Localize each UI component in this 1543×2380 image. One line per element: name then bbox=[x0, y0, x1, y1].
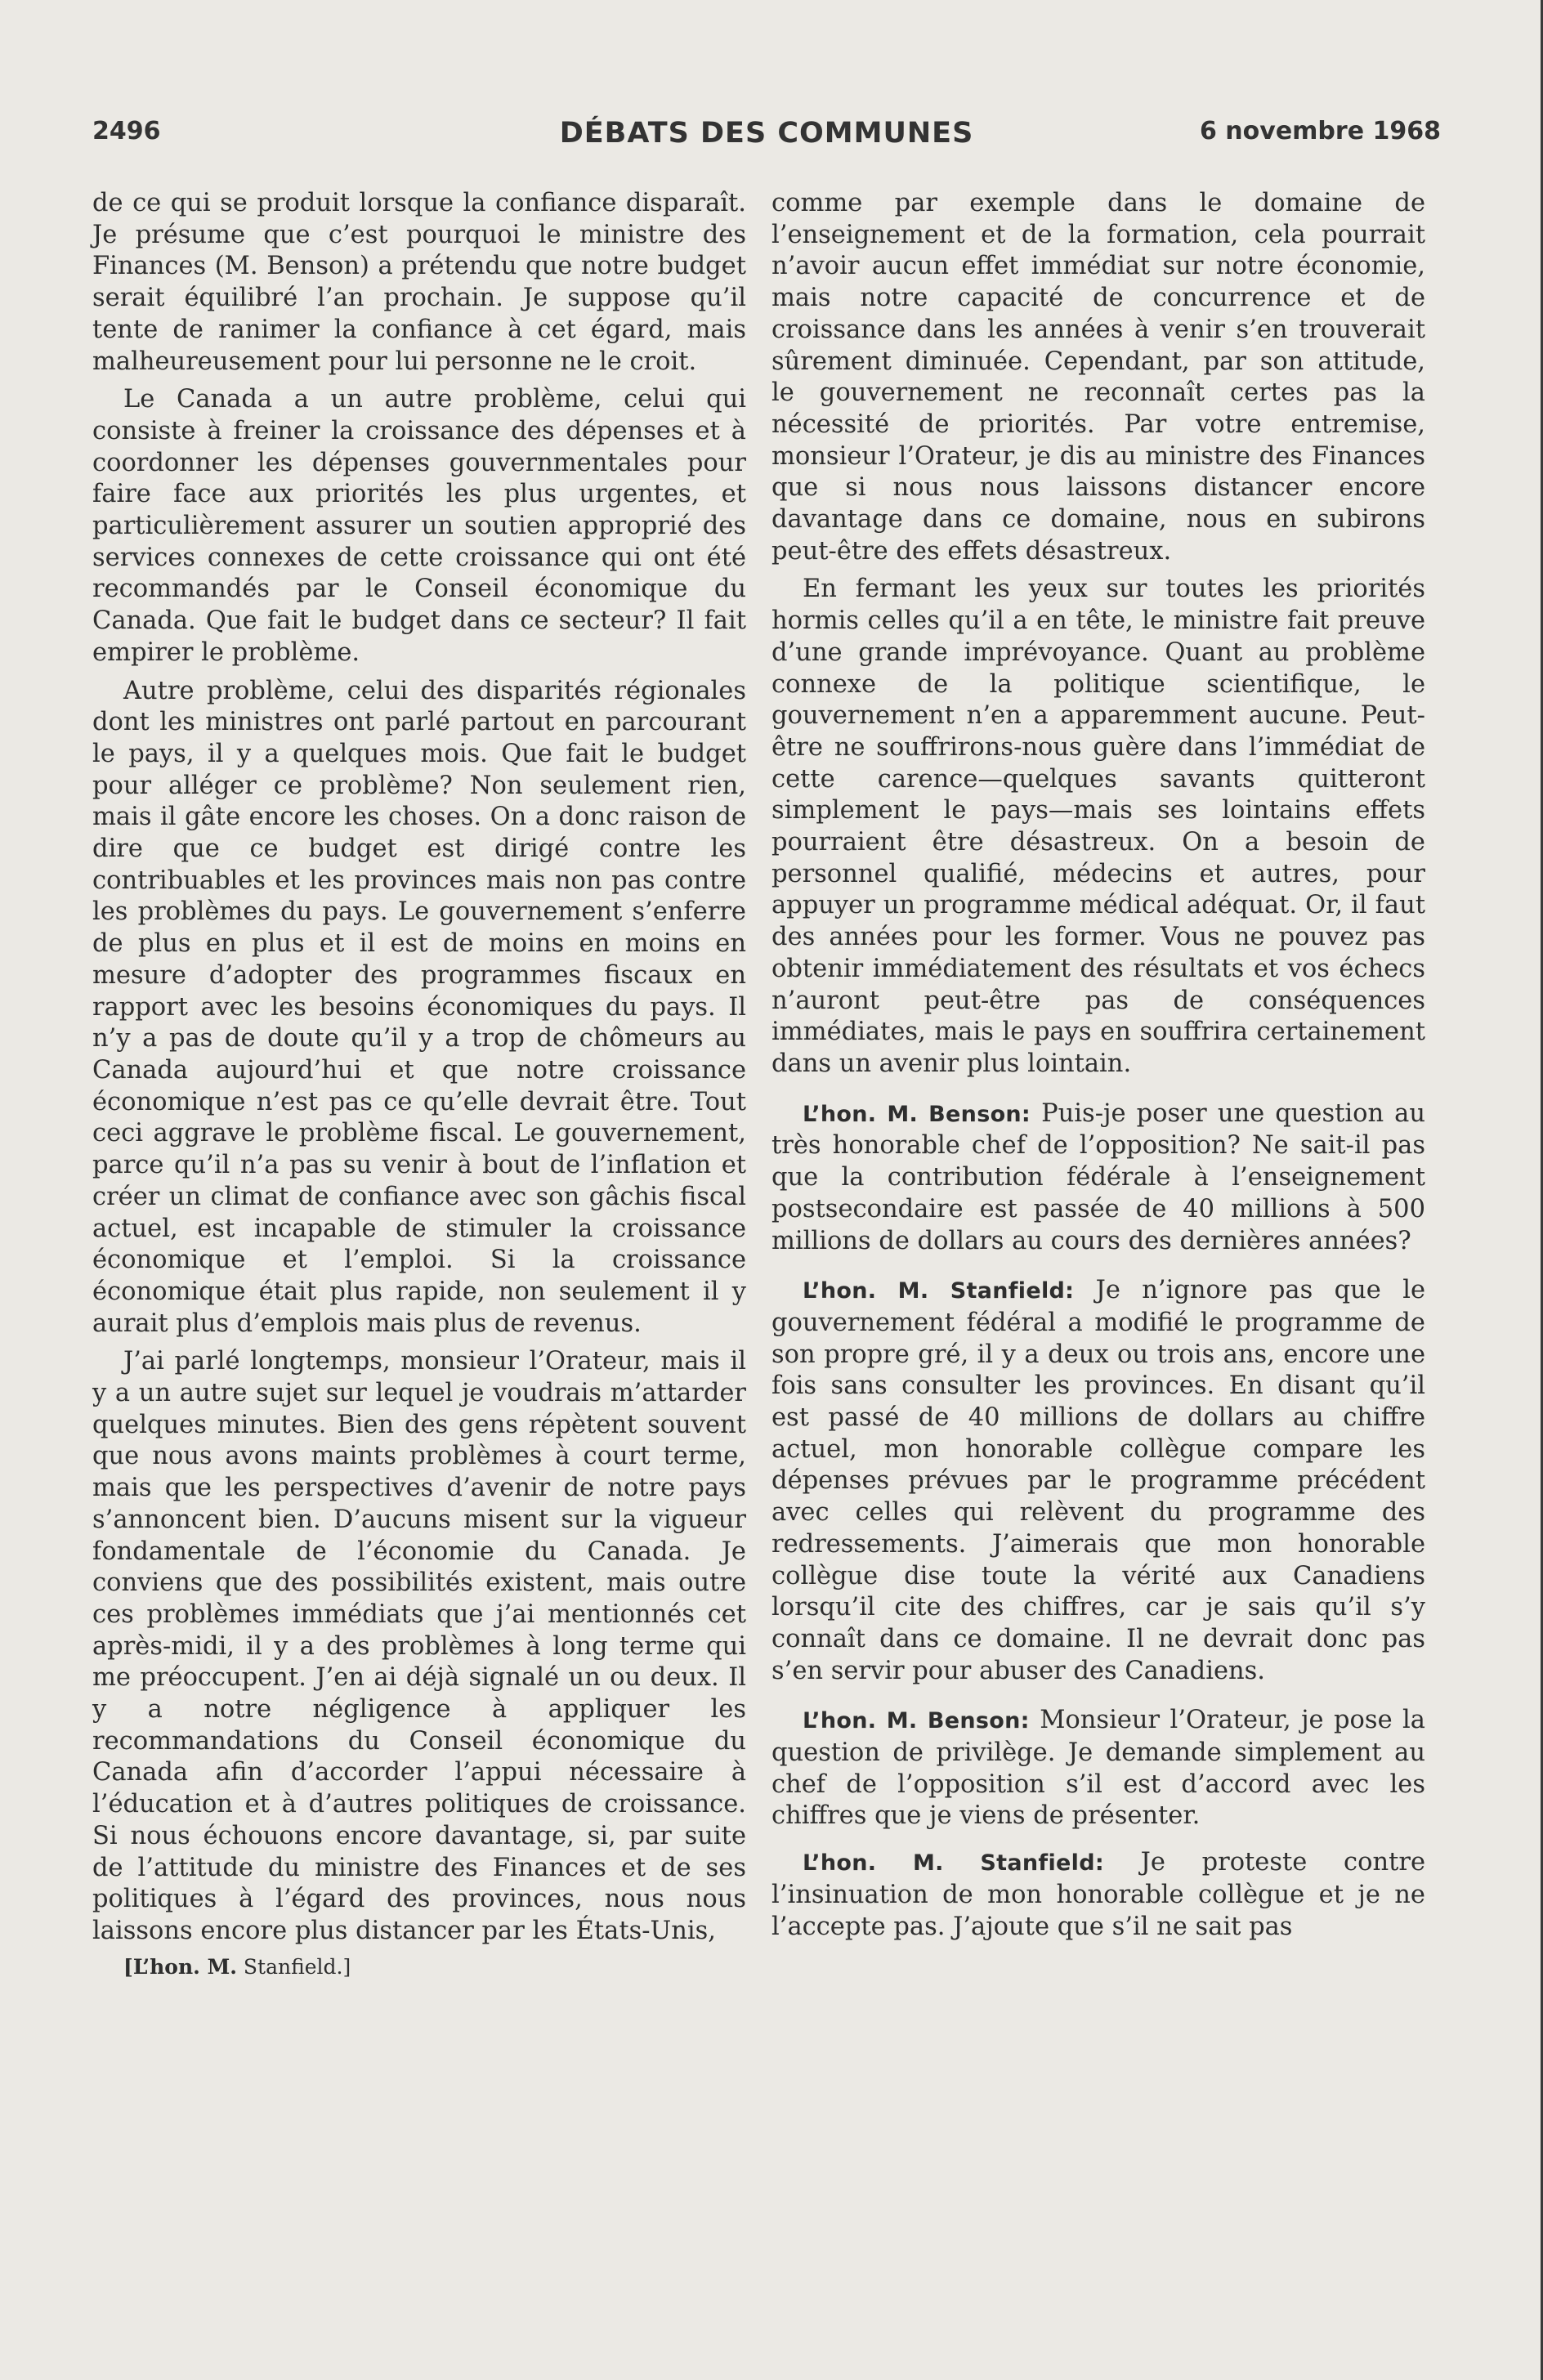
page-title: DÉBATS DES COMMUNES bbox=[559, 117, 974, 150]
paragraph: Autre problème, celui des disparités régionales dont les ministres ont parlé partout en parcourant le pays, il y a quelques mois. Que fait le budget pour alléger ce problème? Non seulement rien, mais il gâte encore les choses. On a donc raison de dire que ce budget est dirigé contre les contribuables et les provinces mais non pas contre les problèmes du pays. Le gouvernement s’enferre de plus en plus et il est de moins en moins en mesure d’adopter des programmes fiscaux en rapport avec les besoins économiques du pays. Il n’y a pas de doute qu’il y a trop de chômeurs au Canada aujourd’hui et que notre croissance économique n’est pas ce qu’elle devrait être. Tout ceci aggrave le problème fiscal. Le gouvernement, parce qu’il n’a pas su venir à bout de l’inflation et créer un climat de confiance avec son gâchis fiscal actuel, est incapable de stimuler la croissance économique et l’emploi. Si la croissance économique était plus rapide, non seulement il y aurait plus d’emplois mais plus de revenus. bbox=[92, 676, 746, 1338]
paragraph: En fermant les yeux sur toutes les priorités hormis celles qu’il a en tête, le ministre fait preuve d’une grande imprévoyance. Quant au problème connexe de la politique scientifique, le gouvernement n’en a apparemment aucune. Peut-être ne souffrirons-nous guère dans l’immédiat de cette carence—quelques savants quitteront simplement le pays—mais ses lointains effets pourraient être désastreux. On a besoin de personnel qualifié, médecins et autres, pour appuyer un programme médical adéquat. Or, il faut des années pour les former. Vous ne pouvez pas obtenir immédiatement des résultats et vos échecs n’auront peut-être pas de conséquences immédiates, mais le pays en souffrira certainement dans un avenir plus lointain. bbox=[772, 575, 1425, 1078]
speaker-name: L’hon. M. Benson: bbox=[803, 1101, 1031, 1127]
speaker-name: L’hon. M. Stanfield: bbox=[803, 1278, 1075, 1304]
speech-text: Monsieur l’Orateur, je pose la question de privilège. Je demande simplement au chef de l’opposition s’il est d’accord avec les chiffres que je viens de présenter. bbox=[772, 1706, 1425, 1831]
bracket-open: [ bbox=[123, 1954, 133, 1979]
speech bbox=[772, 1705, 1425, 1832]
speech bbox=[772, 1098, 1425, 1258]
paragraph: Le Canada a un autre problème, celui qui consiste à freiner la croissance des dépenses et à coordonner les dépenses gouvernmentales pour faire face aux priorités les plus urgentes, et particulièrement assurer un soutien approprié des services connexes de cette croissance qui ont été recommandés par le Conseil économique du Canada. Que fait le budget dans ce secteur? Il fait empirer le problème. bbox=[92, 385, 746, 667]
page-date: 6 novembre 1968 bbox=[1199, 117, 1441, 145]
right-column bbox=[772, 188, 1425, 1949]
page-header bbox=[92, 117, 1441, 163]
speech-text: Puis-je poser une question au très honorable chef de l’opposition? Ne sait-il pas que la contribution fédérale à l’enseignement postsecondaire est passée de 40 millions à 500 millions de dollars au cours des dernières années? bbox=[772, 1098, 1426, 1255]
paragraph: J’ai parlé longtemps, monsieur l’Orateur, mais il y a un autre sujet sur lequel je voudrais m’attarder quelques minutes. Bien des gens répètent souvent que nous avons maints problèmes à court terme, mais que les perspectives d’avenir de notre pays s’annoncent bien. D’aucuns misent sur la vigueur fondamentale de l’économie du Canada. Je conviens que des possibilités existent, mais outre ces problèmes immédiats que j’ai mentionnés cet après-midi, il y a des problèmes à long terme qui me préoccupent. J’en ai déjà signalé un ou deux. Il y a notre négligence à appliquer les recommandations du Conseil économique du Canada afin d’accorder l’appui nécessaire à l’éducation et à d’autres politiques de croissance. Si nous échouons encore davantage, si, par suite de l’attitude du ministre des Finances et de ses politiques à l’égard des provinces, nous nous laissons encore plus distancer par les États-Unis, bbox=[92, 1347, 746, 1945]
page-number: 2496 bbox=[92, 117, 161, 145]
speaker-name: L’hon. M. Benson: bbox=[803, 1708, 1030, 1734]
reference-name: Stanfield.] bbox=[236, 1954, 351, 1979]
paragraph: comme par exemple dans le domaine de l’enseignement et de la formation, cela pourrait n’avoir aucun effet immédiat sur notre économie, mais notre capacité de concurrence et de croissance dans les années à venir s’en trouverait sûrement diminuée. Cependant, par son attitude, le gouvernement ne reconnaît certes pas la nécessité de priorités. Par votre entremise, monsieur l’Orateur, je dis au ministre des Finances que si nous nous laissons distancer encore davantage dans ce domaine, nous en subirons peut-être des effets désastreux. bbox=[772, 189, 1425, 566]
speech bbox=[772, 1847, 1425, 1943]
speech bbox=[772, 1275, 1425, 1687]
reference-speaker: L’hon. M. bbox=[132, 1954, 237, 1979]
speaker-reference bbox=[92, 1954, 746, 1980]
speaker-name: L’hon. M. Stanfield: bbox=[803, 1850, 1104, 1877]
paragraph: de ce qui se produit lorsque la confiance disparaît. Je présume que c’est pourquoi le ministre des Finances (M. Benson) a prétendu que notre budget serait équilibré l’an prochain. Je suppose qu’il tente de ranimer la confiance à cet égard, mais malheureusement pour lui personne ne le croit. bbox=[92, 189, 746, 376]
speech-text: Je proteste contre l’insinuation de mon honorable collègue et je ne l’accepte pas. J’ajoute que s’il ne sait pas bbox=[772, 1848, 1425, 1941]
speech-text: Je n’ignore pas que le gouvernement fédéral a modifié le programme de son propre gré, il y a deux ou trois ans, encore une fois sans consulter les provinces. En disant qu’il est passé de 40 millions de dollars au chiffre actuel, mon honorable collègue compare les dépenses prévues par le programme précédent avec celles qui relèvent du programme des redressements. J’aimerais que mon honorable collègue dise toute la vérité aux Canadiens lorsqu’il cite des chiffres, car je sais qu’il s’y connaît dans ce domaine. Il ne devrait donc pas s’en servir pour abuser des Canadiens. bbox=[772, 1276, 1426, 1685]
left-column bbox=[92, 188, 746, 1987]
